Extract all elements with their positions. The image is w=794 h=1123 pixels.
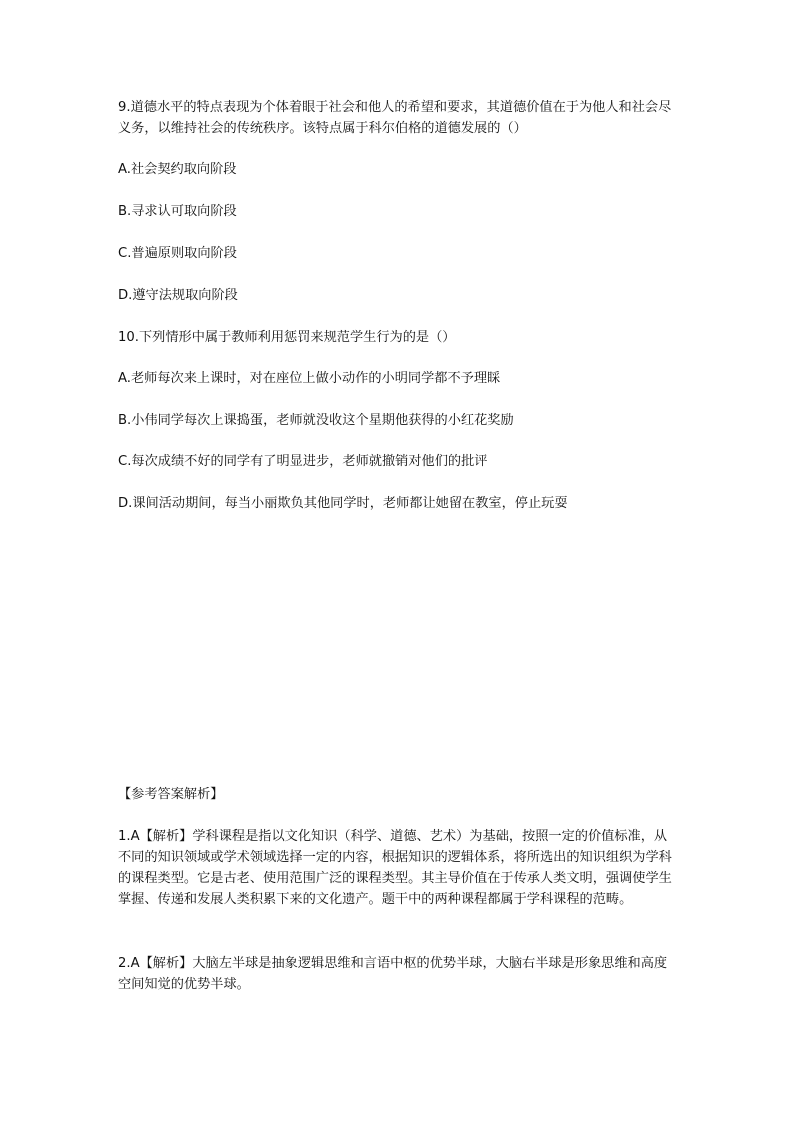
answer-1-explanation: 1.A【解析】学科课程是指以文化知识（科学、道德、艺术）为基础，按照一定的价值标准，从不同的知识领域或学术领域选择一定的内容，根据知识的逻辑体系，将所选出的知识组织为学科的课程类型。它是古老、使用范围广泛的课程类型。其主导价值在于传承人类文明，强调使学生掌握、传递和发展人类积累下来的文化遗产。题干中的两种课程都属于学科课程的范畴。 (118, 829, 672, 907)
question-10-stem: 10.下列情形中属于教师利用惩罚来规范学生行为的是（） (118, 330, 456, 345)
question-10-option-d: D.课间活动期间，每当小丽欺负其他同学时，老师都让她留在教室，停止玩耍 (118, 496, 568, 511)
question-9-option-d: D.遵守法规取向阶段 (118, 288, 238, 303)
question-9-stem: 9.道德水平的特点表现为个体着眼于社会和他人的希望和要求，其道德价值在于为他人和社会尽义务，以维持社会的传统秩序。该特点属于科尔伯格的道德发展的（） (118, 100, 672, 136)
answer-2-explanation: 2.A【解析】大脑左半球是抽象逻辑思维和言语中枢的优势半球，大脑右半球是形象思维和高度空间知觉的优势半球。 (118, 956, 668, 992)
question-10-option-b: B.小伟同学每次上课捣蛋，老师就没收这个星期他获得的小红花奖励 (118, 413, 514, 428)
question-10-option-c: C.每次成绩不好的同学有了明显进步，老师就撤销对他们的批评 (118, 454, 488, 469)
question-9-option-a: A.社会契约取向阶段 (118, 162, 237, 177)
question-9-option-b: B.寻求认可取向阶段 (118, 204, 237, 219)
answer-section-title: 【参考答案解析】 (118, 787, 224, 802)
question-9-option-c: C.普遍原则取向阶段 (118, 246, 237, 261)
question-10-option-a: A.老师每次来上课时，对在座位上做小动作的小明同学都不予理睬 (118, 371, 501, 386)
